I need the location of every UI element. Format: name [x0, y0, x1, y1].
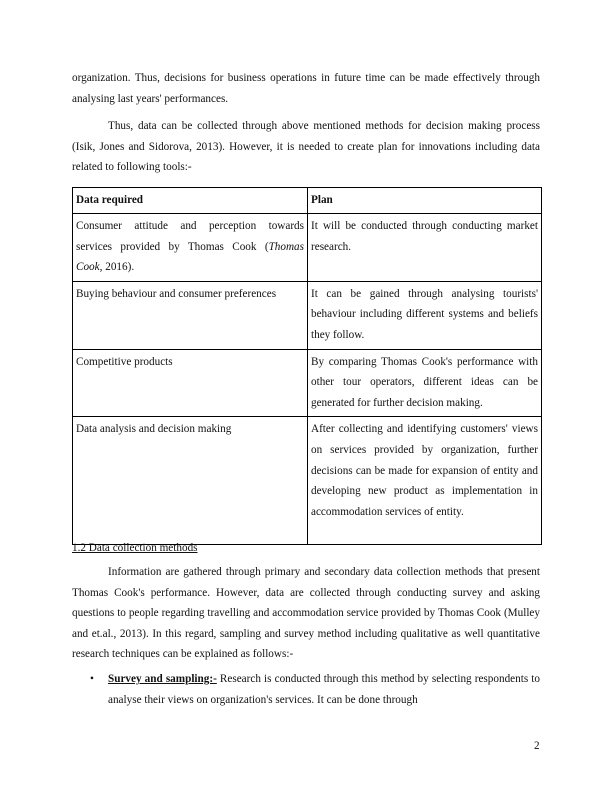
cell-text: , 2016). [99, 261, 135, 274]
cell-plan: It will be conducted through conducting market research. [308, 214, 542, 282]
table-row [73, 281, 542, 349]
cell-italic-text: Thomas Cook [76, 240, 304, 274]
paragraph-collection-methods: Information are gathered through primary and secondary data collection methods that present Thomas Cook's performance. However, data are collected through conducting survey and asking questions to people regarding travelling and accommodation service provided by Thomas Cook (Mulley and et.al., 2013). In this regard, sampling and survey method including qualitative as well quantitative research techniques can be explained as follows:- [72, 566, 540, 661]
cell-data-required [73, 214, 308, 282]
header-data-required: Data required [73, 188, 308, 214]
paragraph-intro: organization. Thus, decisions for business operations in future time can be made effectively through analysing last years' performances. [72, 72, 540, 105]
table-row [73, 349, 542, 417]
bullet-body: Research is conducted through this method by selecting respondents to analyse their views on organization's services. It can be done through [108, 673, 540, 706]
header-plan: Plan [308, 188, 542, 214]
cell-plan: It can be gained through analysing tourists' behaviour including different systems and beliefs they follow. [308, 281, 542, 349]
bullet-text [108, 669, 540, 710]
cell-data-required: Buying behaviour and consumer preferences [73, 281, 308, 349]
table-header-row [73, 188, 542, 214]
cell-text: Consumer attitude and perception towards services provided by Thomas Cook ( [76, 220, 304, 253]
paragraph-data-collection: Thus, data can be collected through above mentioned methods for decision making process (Isik, Jones and Sidorova, 2013). However, it is needed to create plan for innovations including data related to following tools:- [72, 120, 540, 174]
table-row [73, 417, 542, 545]
page-number: 2 [534, 740, 540, 752]
cell-plan: After collecting and identifying customers' views on services provided by organization, further decisions can be made for expansion of entity and developing new product as implementation in accommodation services of entity. [308, 417, 542, 545]
bullet-icon: • [90, 673, 94, 685]
data-plan-table [72, 187, 542, 545]
cell-data-required: Competitive products [73, 349, 308, 417]
bullet-heading: Survey and sampling:- [108, 673, 217, 685]
cell-data-required: Data analysis and decision making [73, 417, 308, 545]
table-row [73, 214, 542, 282]
section-heading: 1.2 Data collection methods [72, 542, 198, 554]
cell-plan: By comparing Thomas Cook's performance with other tour operators, different ideas can be generated for further decision making. [308, 349, 542, 417]
